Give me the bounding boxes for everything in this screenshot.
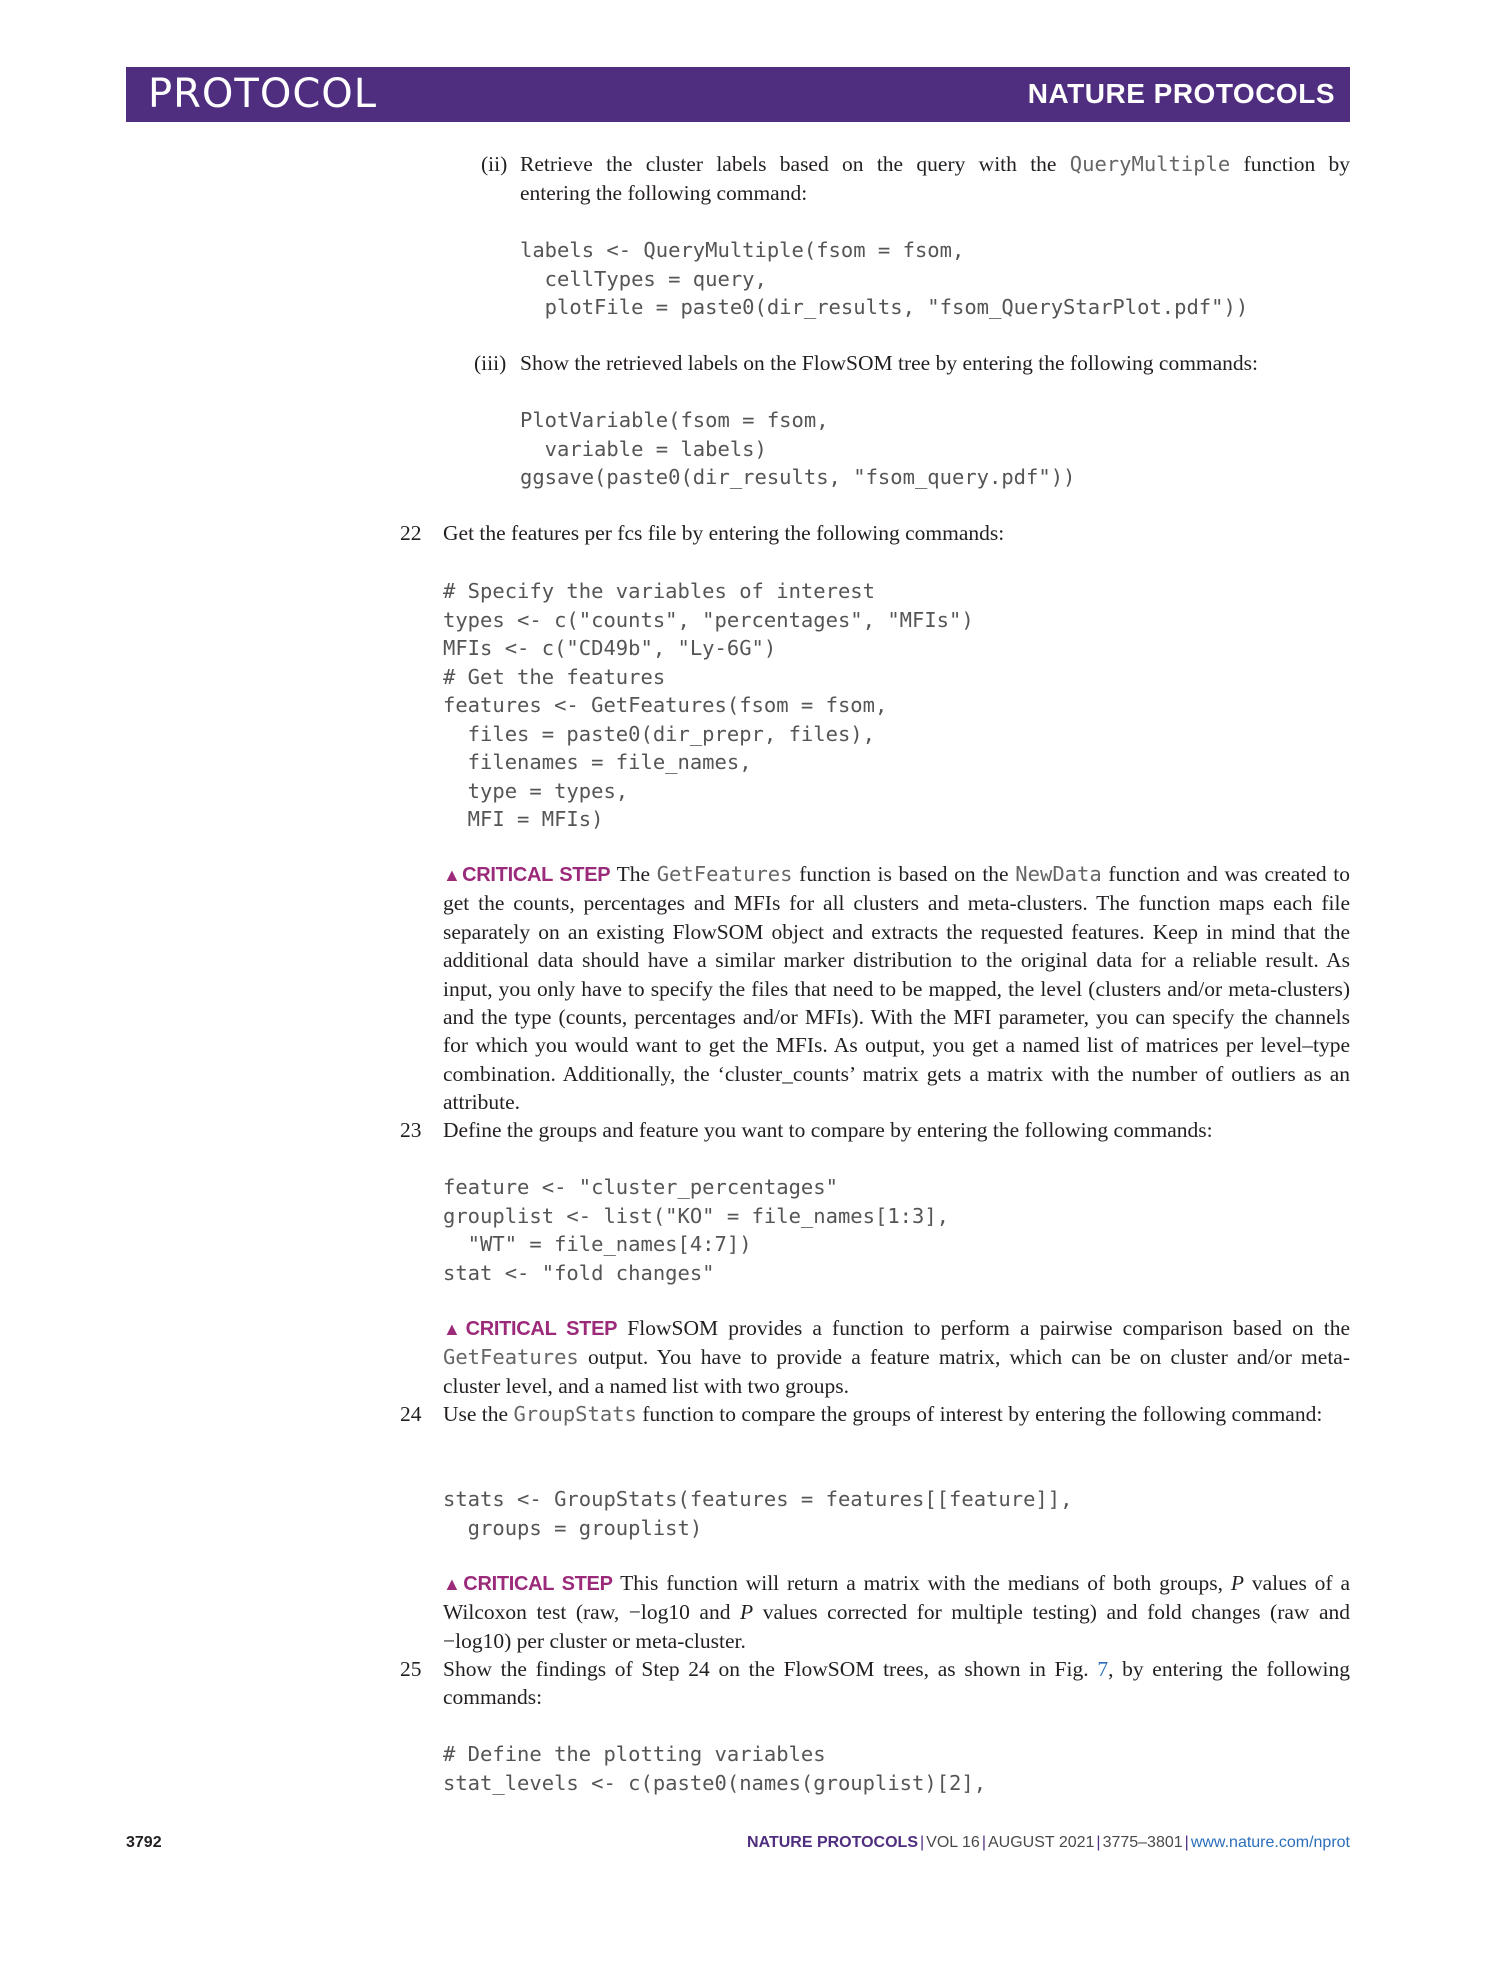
step-number: 25 <box>400 1657 422 1681</box>
journal-label: NATURE PROTOCOLS <box>1027 78 1335 109</box>
substep-text: Show the retrieved labels on the FlowSOM tree by entering the following commands: <box>520 351 1259 375</box>
code-line: filenames = file_names, <box>443 750 752 774</box>
code-block <box>443 1173 949 1287</box>
code-line: # Get the features <box>443 664 666 689</box>
substep-text: Retrieve the cluster labels based on the query with the QueryMultiple function by <box>520 152 1351 176</box>
code-line: stats <- GroupStats(features = features[[feature]], <box>443 1487 1073 1511</box>
code-line: types <- c("counts", "percentages", "MFIs") <box>443 607 974 632</box>
triangle-icon: ▲ <box>443 1574 464 1594</box>
step-number: 23 <box>400 1118 422 1142</box>
code-line: PlotVariable(fsom = fsom, <box>520 408 829 432</box>
code-line: grouplist <- list("KO" = file_names[1:3], <box>443 1203 950 1228</box>
code-line: plotFile = paste0(dir_results, "fsom_QueryStarPlot.pdf")) <box>520 295 1249 319</box>
footer-journal: NATURE PROTOCOLS <box>747 1834 918 1851</box>
inline-code: GetFeatures <box>656 862 793 886</box>
figure-link[interactable]: 7 <box>1097 1657 1109 1681</box>
code-block <box>443 1740 986 1797</box>
page-number: 3792 <box>126 1834 162 1851</box>
step-text: Use the GroupStats function to compare the groups of interest by entering the following command: <box>443 1402 1323 1426</box>
code-line: type = types, <box>443 778 629 803</box>
code-line: # Specify the variables of interest <box>443 579 875 603</box>
substep-number: (iii) <box>474 351 507 375</box>
substep-number: (ii) <box>481 152 508 176</box>
inline-code: NewData <box>1015 862 1102 886</box>
triangle-icon: ▲ <box>443 1319 466 1339</box>
code-line: labels <- QueryMultiple(fsom = fsom, <box>520 238 965 262</box>
critical-step-label: CRITICAL STEP <box>463 1573 613 1595</box>
section-label: PROTOCOL <box>148 71 378 117</box>
critical-step-note: ▲CRITICAL STEP The GetFeatures function is based on the NewData function and was created to get the counts, percentages and MFIs for all clusters and meta-clusters. The function maps each file separately on an existing FlowSOM object and extracts the requested features. Keep in mind that the additional data should have a similar marker distribution to the original data for a reliable result. As input, you only have to specify the files that need to be mapped, the level (clusters and/or meta-clusters) and the type (counts, percentages and/or MFIs). With the MFI parameter, you can specify the channels for which you would want to get the MFIs. As output, you get a named list of matrices per level–type combination. Additionally, the ‘cluster_counts’ matrix gets a matrix with the number of outliers as an attribute. <box>443 862 1351 1115</box>
critical-step-label: CRITICAL STEP <box>462 864 611 886</box>
code-line: cellTypes = query, <box>520 266 767 291</box>
code-line: groups = grouplist) <box>443 1515 703 1540</box>
inline-code: GetFeatures <box>443 1345 579 1370</box>
code-line: variable = labels) <box>520 436 767 461</box>
code-line: feature <- "cluster_percentages" <box>443 1175 838 1199</box>
header-banner <box>126 67 1350 122</box>
footer-url-link[interactable]: www.nature.com/nprot <box>1190 1834 1350 1851</box>
code-line: "WT" = file_names[4:7]) <box>443 1232 752 1256</box>
code-block <box>520 236 1248 322</box>
code-block <box>443 1485 1072 1542</box>
code-line: files = paste0(dir_prepr, files), <box>443 721 875 746</box>
step-text: Define the groups and feature you want to compare by entering the following commands: <box>443 1118 1213 1142</box>
code-line: stat <- "fold changes" <box>443 1260 715 1285</box>
code-line: MFI = MFIs) <box>443 807 604 831</box>
substep-text-line2: entering the following command: <box>520 181 808 205</box>
critical-step-note: ▲CRITICAL STEP FlowSOM provides a function to perform a pairwise comparison based on the GetFeatures output. You have to provide a feature matrix, which can be on cluster and/or meta-cluster level, and a named list with two groups. <box>443 1316 1351 1398</box>
inline-code: QueryMultiple <box>1069 152 1231 176</box>
footer-date: AUGUST 2021 <box>987 1834 1095 1851</box>
code-line: MFIs <- c("CD49b", "Ly-6G") <box>443 636 777 660</box>
code-line: features <- GetFeatures(fsom = fsom, <box>443 693 888 717</box>
code-block <box>520 406 1075 492</box>
critical-step-label: CRITICAL STEP <box>465 1318 618 1340</box>
code-line: ggsave(paste0(dir_results, "fsom_query.pdf")) <box>520 465 1076 489</box>
step-number: 22 <box>400 521 422 545</box>
code-line: # Define the plotting variables <box>443 1742 826 1766</box>
footer-volume: VOL 16 <box>926 1834 980 1851</box>
critical-step-note: ▲CRITICAL STEP This function will return a matrix with the medians of both groups, P values of a Wilcoxon test (raw, −log10 and P values corrected for multiple testing) and fold changes (raw and −log10) per cluster or meta-cluster. <box>443 1571 1351 1653</box>
triangle-icon: ▲ <box>443 865 463 885</box>
step-text: Show the findings of Step 24 on the FlowSOM trees, as shown in Fig. 7, by entering the following commands: <box>443 1657 1350 1710</box>
code-block <box>443 577 974 834</box>
step-text: Get the features per fcs file by entering the following commands: <box>443 521 1005 545</box>
code-line: stat_levels <- c(paste0(names(grouplist)[2], <box>443 1770 987 1795</box>
inline-code: GroupStats <box>513 1402 637 1426</box>
footer-citation: NATURE PROTOCOLS | VOL 16 | AUGUST 2021 | 3775–3801 | www.nature.com/nprot <box>747 1834 1350 1851</box>
footer-pages: 3775–3801 <box>1102 1834 1183 1851</box>
step-number: 24 <box>400 1402 422 1426</box>
